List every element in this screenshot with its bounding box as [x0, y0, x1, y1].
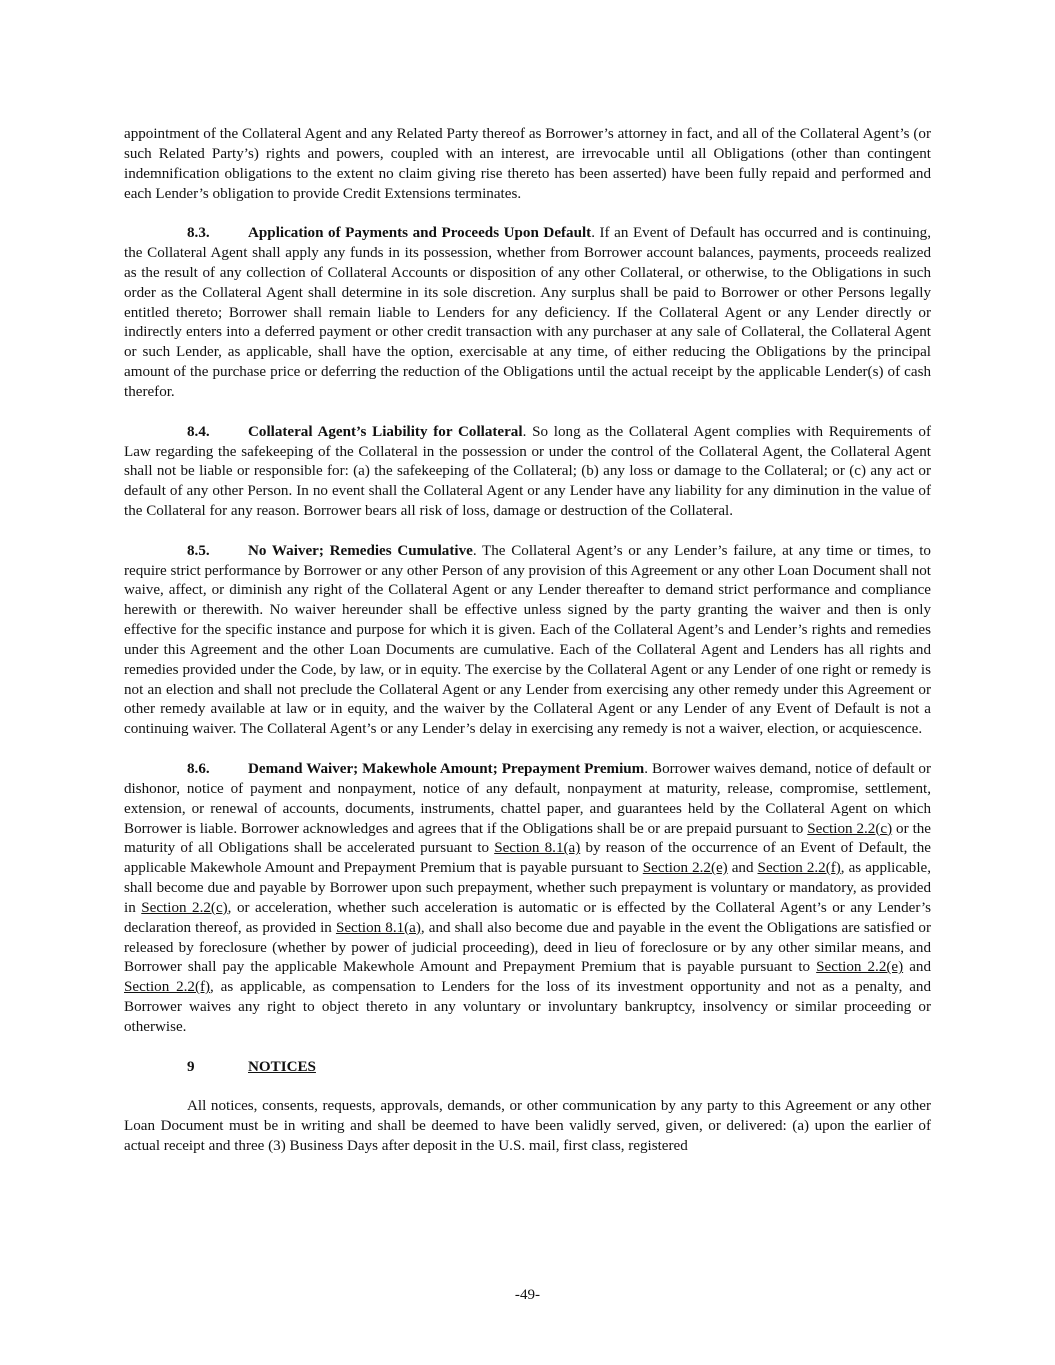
section-text: and [903, 959, 931, 976]
section-text: by reason of the occurrence of an Event of Default, the applicable Makewhole Amount and Prepayment Premium that is payable pursuant to [124, 840, 931, 877]
intro-paragraph: appointment of the Collateral Agent and any Related Party thereof as Borrower’s attorney in fact, and all of the Collateral Agent’s (or such Related Party’s) rights and powers, coupled with an interest, are irrevocable until all Obligations (other than contingent indemnification obligations to the extent no claim giving rise thereto has been asserted) have been fully repaid and performed and each Lender’s obligation to provide Credit Extensions terminates. [124, 126, 931, 202]
document-body [124, 125, 931, 1157]
section-text: . The Collateral Agent’s or any Lender’s failure, at any time or times, to require strict performance by Borrower or any other Person of any provision of this Agreement or any other Loan Document shall not waive, affect, or diminish any right of the Collateral Agent or any Lender thereafter to demand strict performance and compliance herewith or therewith. No waiver hereunder shall be effective unless signed by the party granting the waiver and then is only effective for the specific instance and purpose for which it is given. Each of the Collateral Agent’s and Lender’s rights and remedies under this Agreement and the other Loan Documents are cumulative. Each of the Collateral Agent and Lenders has all rights and remedies provided under the Code, by law, or in equity. The exercise by the Collateral Agent or any Lender of one right or remedy is not an election and shall not preclude the Collateral Agent or any Lender from exercising any other remedy under this Agreement or other remedy available at law or in equity, and the waiver by the Collateral Agent or any Lender of any Event of Default is not a continuing waiver. The Collateral Agent’s or any Lender’s delay in exercising any remedy is not a waiver, election, or acquiescence. [124, 542, 931, 738]
section-9-heading [124, 1058, 931, 1078]
section-number: 8.3. [187, 225, 210, 242]
section-8-4 [124, 423, 931, 522]
page-number: -49- [514, 1287, 541, 1303]
section-reference-link[interactable]: Section 8.1(a) [494, 840, 581, 857]
section-number: 8.4. [187, 423, 210, 440]
section-heading: Demand Waiver; Makewhole Amount; Prepayment Premium [248, 761, 645, 777]
section-reference-link[interactable]: Section 2.2(c) [807, 820, 893, 837]
section-text: , or acceleration, whether such acceleration is automatic or is effected by the Collateral Agent’s or any Lender’s declaration thereof, as provided in [124, 899, 932, 936]
section-text: . Borrower waives demand, notice of default or dishonor, notice of payment and nonpayment, notice of any default, nonpayment at maturity, release, compromise, settlement, extension, or renewal of accounts, documents, instruments, chattel paper, and guarantees held by the Collateral Agent on which Borrower is liable. Borrower acknowledges and agrees that if the Obligations shall be or are prepaid pursuant to [124, 761, 931, 837]
section-text: , as applicable, shall become due and payable by Borrower upon such prepayment, whether such prepayment is voluntary or mandatory, as provided in [124, 860, 931, 916]
section-title: NOTICES [248, 1058, 316, 1075]
section-reference-link[interactable]: Section 2.2(f) [757, 860, 841, 877]
section-heading: Collateral Agent’s Liability for Collateral [248, 423, 523, 440]
section-text: , as applicable, as compensation to Lenders for the loss of its investment opportunity and not as a penalty, and Borrower waives any right to object thereto in any voluntary or involuntary bankruptcy, insolvency or similar proceeding or otherwise. [124, 979, 931, 1035]
section-number: 8.5. [187, 542, 210, 559]
section-heading: Application of Payments and Proceeds Upon Default [248, 225, 592, 242]
section-reference-link[interactable]: Section 8.1(a) [335, 919, 421, 936]
section-reference-link[interactable]: Section 2.2(e) [642, 860, 728, 877]
section-text: and [727, 860, 758, 877]
section-number: 9 [187, 1058, 195, 1075]
section-text: , and shall also become due and payable in the event the Obligations are satisfied or released by foreclosure (whether by power of judicial proceeding), deed in lieu of foreclosure or by any other similar means, and Borrower shall pay the applicable Makewhole Amount and Prepayment Premium that is payable pursuant to [124, 919, 931, 976]
section-8-5 [124, 542, 931, 740]
notices-paragraph: All notices, consents, requests, approvals, demands, or other communication by any party to this Agreement or any other Loan Document must be in writing and shall be deemed to have been validly served, given, or delivered: (a) upon the earlier of actual receipt and three (3) Business Days after deposit in the U.S. mail, first class, registered [124, 1098, 931, 1155]
section-number: 8.6. [187, 761, 210, 777]
section-text: . If an Event of Default has occurred and is continuing, the Collateral Agent shall apply any funds in its possession, whether from Borrower account balances, payments, proceeds realized as the result of any collection of Collateral Accounts or disposition of any other Collateral, or otherwise, to the Obligations in such order as the Collateral Agent shall determine in its sole discretion. Any surplus shall be paid to Borrower or other Persons legally entitled thereto; Borrower shall remain liable to Lenders for any deficiency. If the Collateral Agent or any Lender directly or indirectly enters into a deferred payment or other credit transaction with any purchaser at any sale of Collateral, the Collateral Agent or such Lender, as applicable, shall have the option, exercisable at any time, of either reducing the Obligations by the principal amount of the purchase price or deferring the reduction of the Obligations until the actual receipt by the applicable Lender(s) of cash therefor. [124, 225, 931, 400]
section-reference-link[interactable]: Section 2.2(c) [141, 899, 228, 916]
section-8-3 [124, 224, 931, 403]
section-reference-link[interactable]: Section 2.2(f) [124, 979, 211, 996]
section-heading: No Waiver; Remedies Cumulative [248, 542, 473, 559]
section-text: . So long as the Collateral Agent complies with Requirements of Law regarding the safekeeping of the Collateral in the possession or under the control of the Collateral Agent, the Collateral Agent shall not be liable or responsible for: (a) the safekeeping of the Collateral; (b) any loss or damage to the Collateral; or (c) any act or default of any other Person. In no event shall the Collateral Agent or any Lender have any liability for any diminution in the value of the Collateral for any reason. Borrower bears all risk of loss, damage or destruction of the Collateral. [124, 423, 931, 520]
section-8-6 [124, 760, 931, 1038]
section-reference-link[interactable]: Section 2.2(e) [816, 959, 904, 976]
section-text: or the maturity of all Obligations shall be accelerated pursuant to [124, 820, 932, 857]
